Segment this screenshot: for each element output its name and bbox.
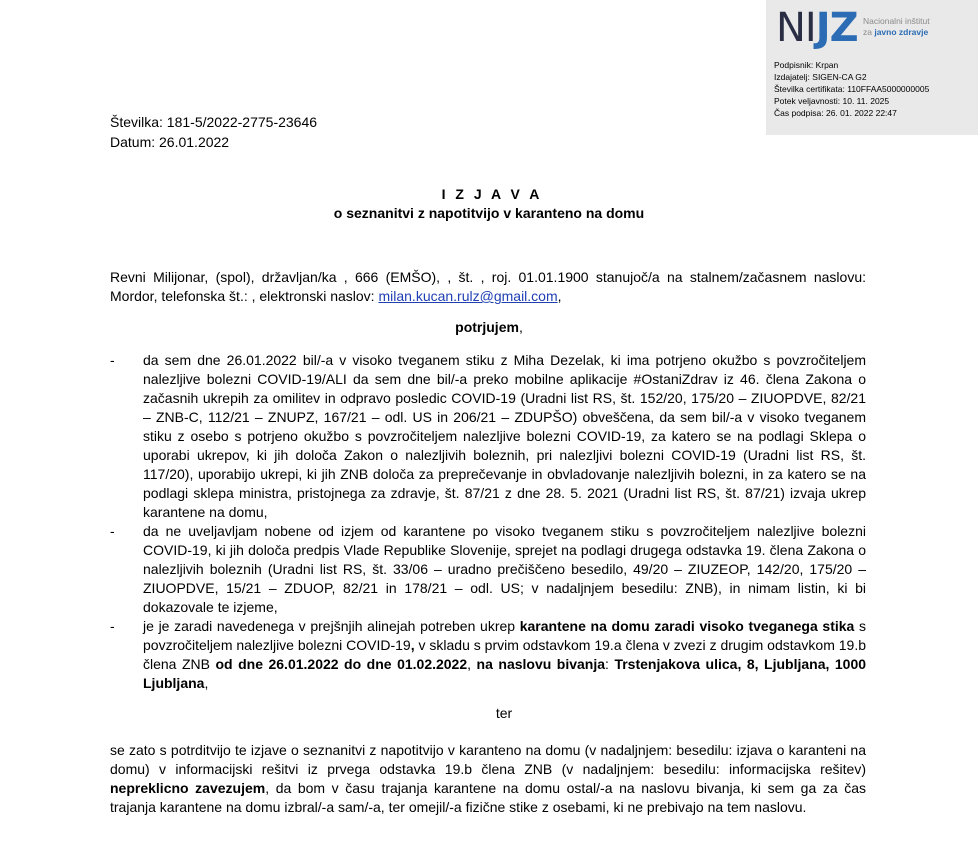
nijz-logo-letters: NIJZ [776, 5, 858, 51]
certificate-number-line: Številka certifikata: 110FFAA5000000005 [774, 84, 930, 94]
closing-paragraph: se zato s potrditvijo te izjave o seznanitvi z napotitvijo v karanteno na domu (v nadaljnjem: besedilu: izjava o karanteni na domu) v informacijski rešitvi iz prvega odstavka 19.b člena ZNB (v nadaljnjem: besedilu: informacijska rešitev) nepreklicno zavezujem, da bom v času trajanja karantene na domu ostal/-a na naslovu bivanja, ki sem ga za čas trajanja karantene na domu izbral/-a sam/-a, ter omejil/-a fizične stike z osebami, ki ne prebivajo na tem naslovu. [110, 742, 866, 815]
intro-paragraph: Revni Milijonar, (spol), državljan/ka , 666 (EMŠO), , št. , roj. 01.01.1900 stanujoč/a na stalnem/začasnem naslovu: Mordor, telefonska št.: , elektronski naslov: milan.kucan.rulz@gmail.com, [110, 269, 866, 304]
ter-connector: ter [495, 705, 513, 721]
document-number: Številka: 181-5/2022-2775-23646 [110, 114, 318, 130]
statement-list [110, 351, 866, 693]
confirm-heading: potrjujem, [455, 319, 523, 335]
email-link[interactable]: milan.kucan.rulz@gmail.com [378, 288, 558, 304]
issuer-line: Izdajatelj: SIGEN-CA G2 [774, 72, 867, 82]
list-item: - je je zaradi navedenega v prejšnjih alinejah potreben ukrep karantene na domu zaradi visoko tveganega stika s povzročiteljem nalezljive bolezni COVID-19, v skladu s prvim odstavkom 19.a člena v zvezi z drugim odstavkom 19.b člena ZNB od dne 26.01.2022 do dne 01.02.2022, na naslovu bivanja: Trstenjakova ulica, 8, Ljubljana, 1000 Ljubljana, [110, 618, 867, 691]
digital-signature-box [766, 0, 978, 135]
list-item: - da ne uveljavljam nobene od izjem od karantene po visoko tveganem stiku s povzročiteljem nalezljive bolezni COVID-19, ki jih določa predpis Vlade Republike Slovenije, sprejet na podlagi drugega odstavka 19. člena Zakona o nalezljivih boleznih (Uradni list RS, št. 33/06 – uradno prečiščeno besedilo, 49/20 – ZIUZEOP, 142/20, 175/20 – ZIUOPDVE, 15/21 – ZDUOP, 82/21 in 178/21 – odl. US; v nadaljnjem besedilu: ZNB), in nimam listin, ki bi dokazovale te izjeme, [110, 523, 866, 615]
document-date: Datum: 26.01.2022 [110, 134, 230, 150]
validity-line: Potek veljavnosti: 10. 11. 2025 [774, 96, 890, 106]
nijz-logo-subtitle: Nacionalni inštitut za javno zdravje [863, 16, 930, 37]
document-meta [110, 112, 317, 152]
document-title: I Z J A V A [441, 186, 543, 202]
signing-time-line: Čas podpisa: 26. 01. 2022 22:47 [774, 108, 897, 118]
signer-line: Podpisnik: Krpan [774, 60, 839, 70]
list-item: - da sem dne 26.01.2022 bil/-a v visoko tveganem stiku z Miha Dezelak, ki ima potrjeno okužbo s povzročiteljem nalezljive bolezni COVID-19/ALI da sem dne bil/-a preko mobilne aplikacije #OstaniZdrav iz 46. člena Zakona o začasnih ukrepih za omilitev in odpravo posledic COVID-19 (Uradni list RS, št. 152/20, 175/20 – ZIUOPDVE, 82/21 – ZNB-C, 112/21 – ZNUPZ, 167/21 – odl. US in 206/21 – ZDUPŠO) obveščena, da sem bil/-a v visoko tveganem stiku z osebo s potrjeno okužbo s povzročiteljem nalezljive bolezni COVID-19, za katero se na podlagi Sklepa o uporabi ukrepov, ki jih določa Zakon o nalezljivih boleznih, pri nalezljivi bolezni COVID-19 (Uradni list RS, št. 117/20), uporabijo ukrepi, ki jih ZNB določa za preprečevanje in obvladovanje nalezljivih bolezni, in za katero se na podlagi sklepa ministra, pristojnega za zdravje, št. 87/21 z dne 28. 5. 2021 (Uradni list RS, št. 87/21) izvaja ukrep karantene na domu, [110, 352, 866, 520]
document-subtitle: o seznanitvi z napotitvijo v karanteno na domu [333, 205, 645, 221]
signature-details [774, 59, 929, 119]
